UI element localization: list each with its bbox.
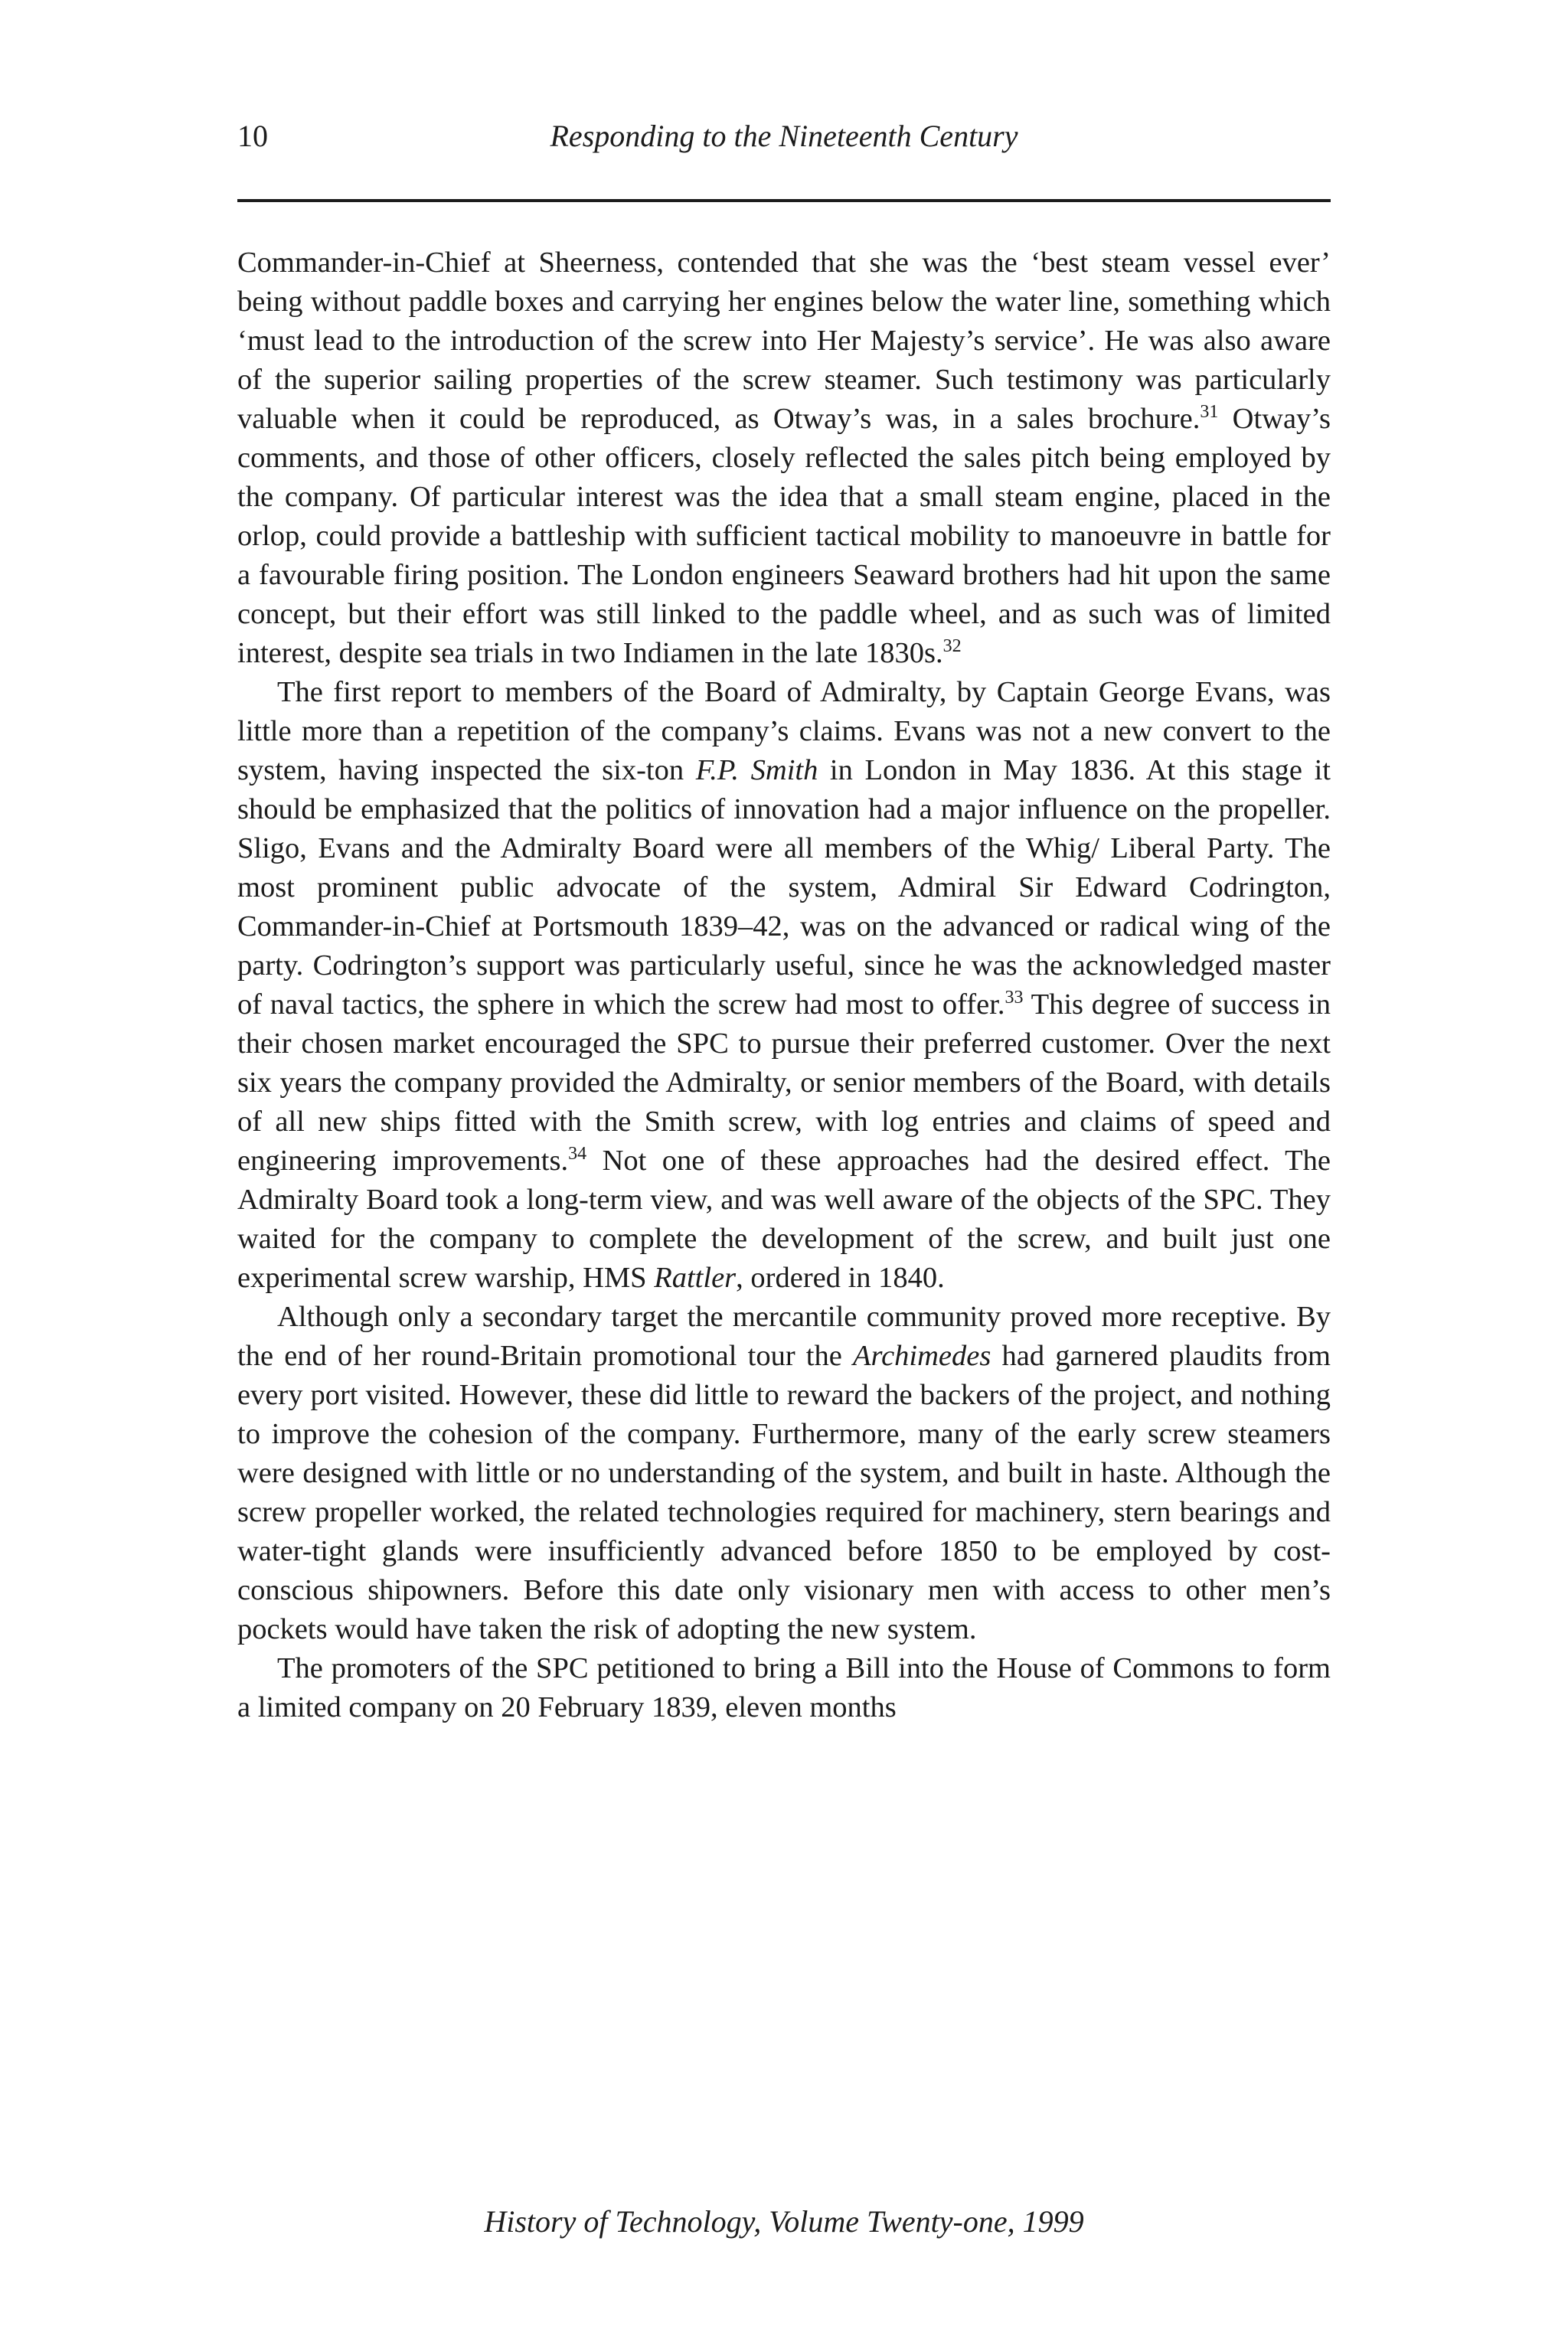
footnote-ref: 33 (1004, 988, 1024, 1008)
journal-footer: History of Technology, Volume Twenty-one, 1999 (484, 2204, 1084, 2239)
header-rule (237, 199, 1331, 202)
paragraph (237, 1298, 1331, 1649)
body-text (237, 243, 1331, 1727)
footnote-ref: 32 (942, 636, 962, 657)
footnote-ref: 31 (1200, 402, 1219, 423)
running-title: Responding to the Nineteenth Century (550, 119, 1018, 153)
italic-text: Rattler (654, 1262, 737, 1294)
italic-text: F.P. Smith (695, 754, 818, 786)
italic-text: Archimedes (853, 1340, 991, 1372)
paragraph (237, 1649, 1331, 1727)
text-run: Although only a secondary target the mercantile community proved more receptive. By the end of her round-Britain promotional tour the (237, 1301, 1331, 1372)
text-run: Otway’s comments, and those of other officers, closely reflected the sales pitch being employed by the company. Of particular interest was the idea that a small steam engine, placed in the orlop, could provide a battleship with sufficient tactical mobility to manoeuvre in battle for a favourable firing position. The London engineers Seaward brothers had hit upon the same concept, but their effort was still linked to the paddle wheel, and as such was of limited interest, despite sea trials in two Indiamen in the late 1830s. (237, 403, 1331, 669)
page-number: 10 (237, 119, 268, 153)
text-run: had garnered plaudits from every port visited. However, these did little to reward the backers of the project, and nothing to improve the cohesion of the company. Furthermore, many of the early screw steamers were designed with little or no understanding of the system, and built in haste. Although the screw propeller worked, the related technologies required for machinery, stern bearings and water-tight glands were insufficiently advanced before 1850 to be employed by cost-conscious shipowners. Before this date only visionary men with access to other men’s pockets would have taken the risk of adopting the new system. (237, 1340, 1331, 1645)
text-run: Not one of these approaches had the desired effect. The Admiralty Board took a long-term view, and was well aware of the objects of the SPC. They waited for the company to complete the development of the screw, and built just one experimental screw warship, HMS (237, 1145, 1331, 1294)
text-run: The first report to members of the Board of Admiralty, by Captain George Evans, was little more than a repetition of the company’s claims. Evans was not a new convert to the system, having inspected the six-ton (237, 676, 1331, 786)
text-run: This degree of success in their chosen market encouraged the SPC to pursue their preferred customer. Over the next six years the company provided the Admiralty, or senior members of the Board, with details of all new ships fitted with the Smith screw, with log entries and claims of speed and engineering improvements. (237, 988, 1331, 1177)
book-page (237, 0, 1331, 2352)
running-head (237, 113, 1331, 159)
paragraph (237, 673, 1331, 1298)
paragraph (237, 243, 1331, 673)
text-run: Commander-in-Chief at Sheerness, contended that she was the ‘best steam vessel ever’ being without paddle boxes and carrying her engines below the water line, something which ‘must lead to the introduction of the screw into Her Majesty’s service’. He was also aware of the superior sailing properties of the screw steamer. Such testimony was particularly valuable when it could be reproduced, as Otway’s was, in a sales brochure. (237, 247, 1331, 435)
text-run: , ordered in 1840. (736, 1262, 945, 1294)
text-run: The promoters of the SPC petitioned to bring a Bill into the House of Commons to form a limited company on 20 February 1839, eleven months (237, 1652, 1331, 1723)
footnote-ref: 34 (568, 1144, 587, 1165)
text-run: in London in May 1836. At this stage it should be emphasized that the politics of innovation had a major influence on the propeller. Sligo, Evans and the Admiralty Board were all members of the Whig/ Liberal Party. The most prominent public advocate of the system, Admiral Sir Edward Codrington, Commander-in-Chief at Portsmouth 1839–42, was on the advanced or radical wing of the party. Codrington’s support was particularly useful, since he was the acknowledged master of naval tactics, the sphere in which the screw had most to offer. (237, 754, 1331, 1021)
